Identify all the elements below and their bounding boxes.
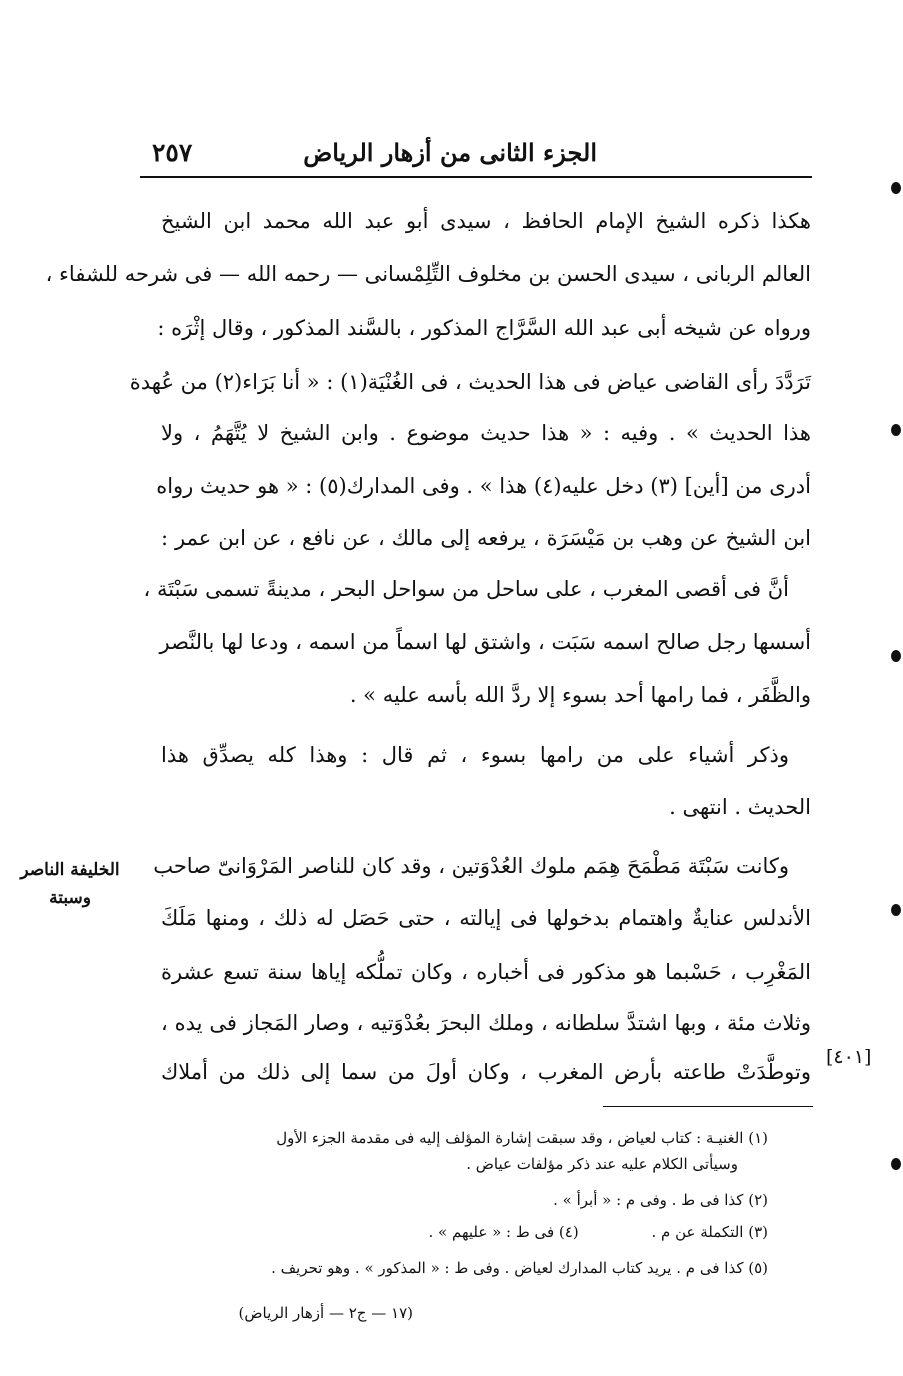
body-line: وثلاث مئة ، وبها اشتدَّ سلطانه ، وملك البحرَ بعُدْوَتيه ، وصار المَجاز فى يده ، (161, 1011, 811, 1035)
margin-note (20, 856, 120, 912)
scan-mark (891, 424, 901, 436)
page-number: ٢٥٧ (152, 138, 193, 167)
footnote: (٥) كذا فى م . يريد كتاب المدارك لعياض . وفى ط : « المذكور » . وهو تحريف . (271, 1259, 768, 1277)
body-line: أنَّ فى أقصى المغرب ، على ساحل من سواحل البحر ، مدينةً تسمى سَبْتَة ، (143, 577, 789, 601)
scan-mark (891, 1158, 901, 1170)
page-header (140, 136, 812, 178)
body-line: والظَّفَر ، فما رامها أحد بسوء إلا ردَّ الله بأسه عليه » . (349, 683, 811, 707)
body-line: أسسها رجل صالح اسمه سَبَت ، واشتق لها اسماً من اسمه ، ودعا لها بالنَّصر (159, 630, 811, 654)
footnote: (٤) فى ط : « عليهم » . (428, 1223, 579, 1241)
body-line: ورواه عن شيخه أبى عبد الله السَّرَّاج المذكور ، بالسَّند المذكور ، وقال إثْرَه : (157, 316, 811, 340)
body-line: هذا الحديث » . وفيه : « هذا حديث موضوع . وابن الشيخ لا يُتَّهَمُ ، ولا (161, 421, 811, 445)
body-line: أدرى من [أين] (٣) دخل عليه(٤) هذا » . وفى المدارك(٥) : « هو حديث رواه (156, 474, 811, 498)
signature-mark: (١٧ — ج٢ — أزهار الرياض) (238, 1304, 413, 1322)
body-line: الأندلس عنايةٌ واهتمام بدخولها فى إيالته ، حتى حَصَل له ذلك ، ومنها مَلَكَ (161, 906, 811, 930)
scan-mark (891, 904, 901, 916)
body-line: الحديث . انتهى . (669, 795, 811, 819)
footnote: (١) الغنيـة : كتاب لعياض ، وقد سبقت إشارة المؤلف إليه فى مقدمة الجزء الأول (276, 1129, 768, 1147)
running-title: الجزء الثانى من أزهار الرياض (303, 138, 597, 167)
scan-mark (891, 650, 901, 662)
margin-note-line: الخليفة الناصر (20, 860, 120, 880)
body-line: المَغْرِب ، حَسْبما هو مذكور فى أخباره ، وكان تملُّكه إياها سنة تسع عشرة (161, 960, 811, 984)
footnote-row (429, 1220, 769, 1244)
body-line: ابن الشيخ عن وهب بن مَيْسَرَة ، يرفعه إلى مالك ، عن نافع ، عن ابن عمر : (161, 526, 811, 550)
footnote: (٢) كذا فى ط . وفى م : « أبرأ » . (553, 1191, 768, 1209)
body-line: وتوطَّدَتْ طاعته بأرض المغرب ، وكان أولَ من سما إلى ذلك من أملاك (161, 1060, 811, 1084)
footnote: (٣) التكملة عن م . (651, 1223, 768, 1241)
body-line: تَرَدَّدَ رأى القاضى عياض فى هذا الحديث ، فى الغُنْيَة(١) : « أنا بَرَاء(٢) من عُهدة (129, 370, 811, 394)
body-line: هكذا ذكره الشيخ الإمام الحافظ ، سيدى أبو عبد الله محمد ابن الشيخ (161, 209, 811, 233)
scan-mark (891, 182, 901, 194)
footnote-rule (603, 1106, 813, 1107)
body-line: وذكر أشياء على من رامها بسوء ، ثم قال : وهذا كله يصدِّق هذا (161, 743, 789, 767)
body-line: العالم الربانى ، سيدى الحسن بن مخلوف التِّلِمْسانى — رحمه الله — فى شرحه للشفاء ، (45, 262, 811, 286)
margin-note-line: وسبتة (49, 888, 91, 908)
body-line: وكانت سَبْتَة مَطْمَحَ هِمَم ملوك العُدْوَتين ، وقد كان للناصر المَرْوَانىّ صاحب (153, 854, 789, 878)
footnote: وسيأتى الكلام عليه عند ذكر مؤلفات عياض . (466, 1155, 738, 1173)
margin-page-reference: [٤٠١] (826, 1046, 872, 1068)
